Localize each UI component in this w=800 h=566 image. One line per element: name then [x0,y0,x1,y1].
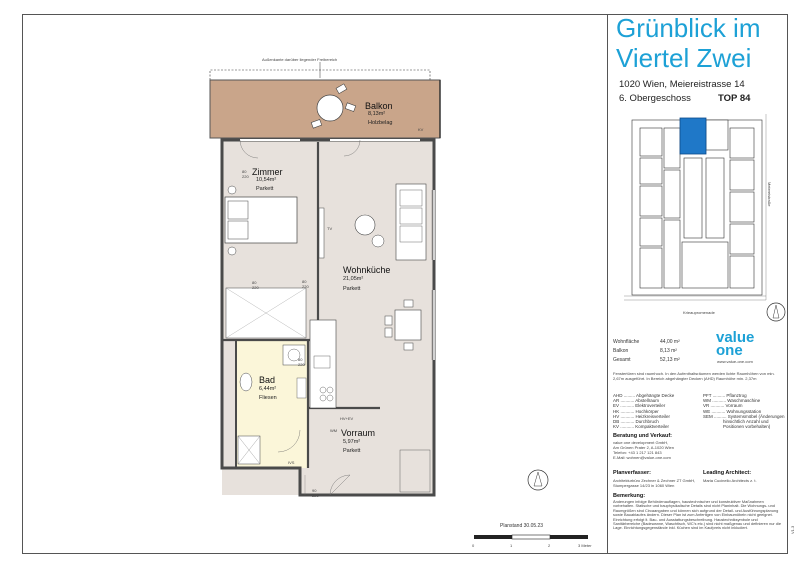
legend-item: AHD ......... Abgehängte Decke [613,393,675,398]
address: 1020 Wien, Meiereistrasse 14 [619,79,745,90]
remarks-text: Änderungen infolge Behördenauflagen, haustechnischer und konstruktiver Maßnahmen vorbehalten. Statische und bauphysikalische Details sind nicht Planinhalt. Die Wohnungs- und Raumgrößen sind Circaangaben und können sich aufgrund der Detail- und Ausführungsplanung sowie Bauablaufes ändern. Dieser Plan ist zum Anfertigen von Einbaumöbeln nicht geeignet. Einrichtung erfolgt lt. Bau- und Ausstattungsbeschreibung. Haustechniksymbole und Sanitärbereiche (Badewanne, Waschtisch, WC's etc.) sind nicht maßgenau und definieren nur die Lage. Einrichtungsgegenstände inkl. Küchen sind im Kaufpreis nicht inkludiert. [613,499,781,531]
legend-item: EV ........... Elektroverteiler [613,403,666,409]
area-label-2: Gesamt [613,357,631,363]
legend-item: SEM .......... Systemsmöbel (Änderungen [703,413,785,419]
door-dim-4: 80 220 [252,280,259,290]
room-name-zimmer: Zimmer [252,167,283,177]
room-name-balkon: Balkon [365,101,393,111]
room-name-bad: Bad [259,375,276,385]
ceiling-height-note: Fenstertüren sind raumhoch. In den Aufenthaltsräumen werden lichte Raumhöhen von min. 2,67m ausgeführt. In Bereich abgehängter Decken (AHD) Raumhöhe min. 2,37m [613,371,775,381]
scale-label-3: 3 Meter [578,543,592,548]
room-floor-zimmer: Parkett [256,186,274,192]
room-floor-vorraum: Parkett [343,448,361,454]
scale-label-0: 0 [472,543,475,548]
logo-value: value [716,329,755,346]
remarks-heading: Bemerkung: [613,493,646,499]
room-area-vorraum: 5,97m² [343,439,361,445]
legend-item: hinsichtlich Anzahl und [703,419,769,425]
leading-architect-heading: Leading Architect: [703,470,752,476]
legend-item: VR ........... Vorraum [703,403,743,409]
label-wm: WM [330,428,338,433]
sales-line: E-Mail: wohnen@value-one.com [613,455,671,460]
room-area-zimmer: 10,54m² [256,177,277,183]
project-title-line1: Grünblick im [616,13,761,43]
area-value-1: 8,13 m² [660,348,677,354]
room-name-vorraum: Vorraum [341,428,376,438]
floor-level: 6. Obergeschoss [619,93,691,104]
legend-item: Positionen vorbehalten) [703,424,771,430]
legend-left [613,393,701,429]
scale-label-1: 1 [510,543,513,548]
street-label-bottom: Krieaupromenade [683,310,715,315]
room-floor-balkon: Holzbelag [368,120,393,126]
door-dim-2: 80 220 [302,279,309,289]
legend-item: HK ........... Hochkörper [613,408,659,414]
unit-number: TOP 84 [718,93,751,104]
legend-item: WM ........... Waschmaschine [703,398,761,404]
legend-item: WE ........... Wohnungsstation [703,408,762,414]
scale-label-2: 2 [548,543,551,548]
legend-item: AR ........... Abstellraum [613,398,660,404]
project-title-line2: Viertel Zwei [616,43,752,73]
sales-heading: Beratung und Verkauf: [613,433,672,439]
area-label-1: Balkon [613,348,629,354]
document-version: V1.3 [790,525,795,534]
door-dim-1: 80 220 [242,169,249,179]
label-hv-ev: HV+EV [340,416,354,421]
planner-line: Stumpergasse 14/23 in 1060 Wien [613,483,675,488]
legend-item: PFT .......... Pflanztrog [703,393,747,398]
room-area-wohnkueche: 21,05m² [343,276,364,282]
plan-date: Planstand 30.05.23 [500,523,544,529]
logo-url: www.value-one.com [717,359,753,364]
key-plan [620,110,770,305]
area-value-2: 52,13 m² [660,357,680,363]
legend-right [703,393,783,429]
legend-item: DB ........... Durchbruch [613,419,659,425]
logo-one: one [716,342,743,359]
label-ivs: IVS [288,460,295,465]
street-label-right: Meiereistraße [767,182,772,207]
room-name-wohnkueche: Wohnküche [343,265,391,275]
area-value-0: 44,00 m² [660,339,680,345]
planner-line: Architekturbüro Zechner & Zechner ZT GmbH, [613,478,696,483]
planner-heading: Planverfasser: [613,470,651,476]
sales-line: Am Grünen Prater 2, A-1020 Wien [613,445,674,450]
legend-item: KV ........... Kompaktverteiler [613,424,670,430]
door-dim-5: 90 220 [312,488,319,498]
room-floor-wohnkueche: Parkett [343,286,361,292]
room-floor-bad: Fliesen [259,395,277,401]
legend-item: HV ........... Heizkreisverteiler [613,413,671,419]
room-area-balkon: 8,13m² [368,111,386,117]
room-area-bad: 6,44m² [259,386,277,392]
area-label-0: Wohnfläche [613,339,640,345]
label-kv: KV [418,127,424,132]
balcony-outline-note: Außenkante darüber liegender Freibereich [262,57,338,62]
sales-line: value one development GmbH, [613,440,669,445]
leading-architect-line: Maria Cucinello Architects z. t. [703,478,757,483]
door-dim-3: 80 220 [298,357,305,367]
sales-line: Telefon: +43 1 217 121 843 [613,450,662,455]
label-tv: TV [327,226,333,231]
